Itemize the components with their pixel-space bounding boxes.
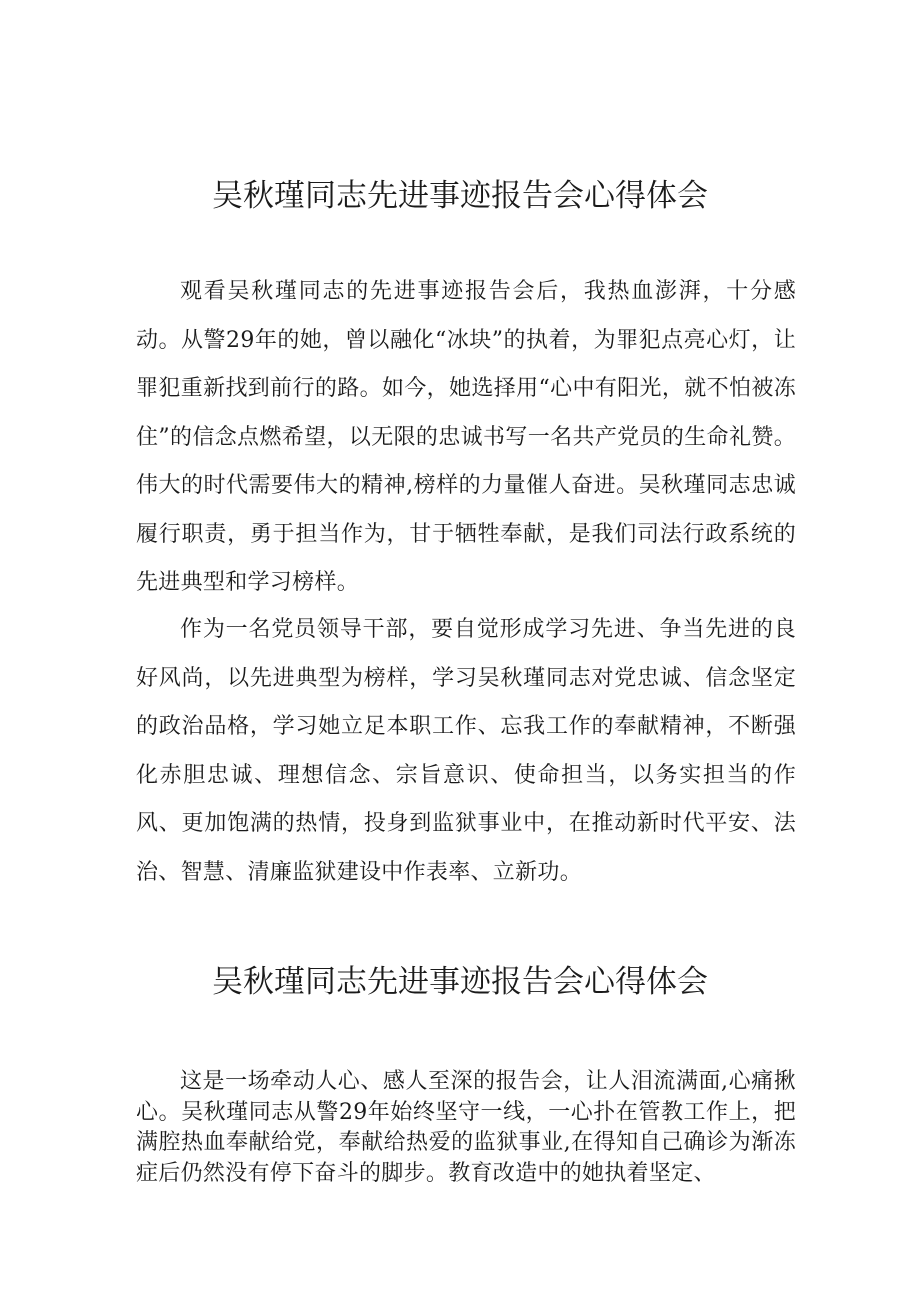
section2-paragraph-1: 这是一场牵动人心、感人至深的报告会，让人泪流满面,心痛揪心。吴秋瑾同志从警29年始终坚守一线，一心扑在管教工作上，把满腔热血奉献给党，奉献给热爱的监狱事业,在得知自己确诊为渐冻症后仍然没有停下奋斗的脚步。教育改造中的她执着坚定、 [136, 1069, 796, 1186]
section1-title: 吴秋瑾同志先进事迹报告会心得体会 [212, 178, 708, 214]
section1-paragraph-2: 作为一名党员领导干部，要自觉形成学习先进、争当先进的良好风尚，以先进典型为榜样，学习吴秋瑾同志对党忠诚、信念坚定的政治品格，学习她立足本职工作、忘我工作的奉献精神，不断强化赤胆忠诚、理想信念、宗旨意识、使命担当，以务实担当的作风、更加饱满的热情，投身到监狱事业中，在推动新时代平安、法治、智慧、清廉监狱建设中作表率、立新功。 [136, 617, 796, 885]
section2-title: 吴秋瑾同志先进事迹报告会心得体会 [212, 964, 708, 1000]
section1-paragraph-1: 观看吴秋瑾同志的先进事迹报告会后，我热血澎湃，十分感动。从警29年的她，曾以融化“冰块”的执着，为罪犯点亮心灯，让罪犯重新找到前行的路。如今，她选择用“心中有阳光，就不怕被冻住”的信念点燃希望，以无限的忠诚书写一名共产党员的生命礼赞。伟大的时代需要伟大的精神,榜样的力量催人奋进。吴秋瑾同志忠诚履行职责，勇于担当作为，甘于牺牲奉献，是我们司法行政系统的先进典型和学习榜样。 [136, 279, 796, 595]
